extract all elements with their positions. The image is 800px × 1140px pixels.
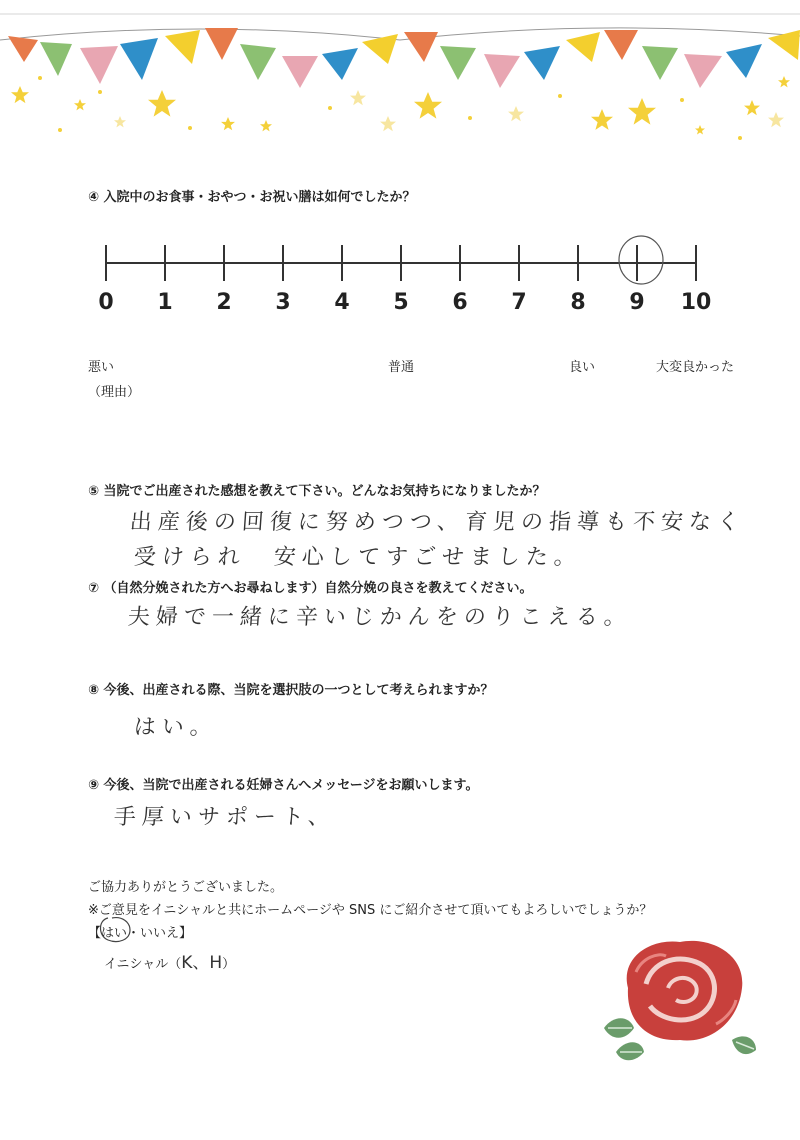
scale-label-good: 良い (569, 360, 596, 375)
scale-number: 4 (334, 290, 350, 315)
scale-label-bad: 悪い (88, 360, 115, 375)
rating-scale (90, 225, 720, 300)
answer-5-line1: 出産後の回復に努めつつ、育児の指導も不安なく (128, 510, 746, 535)
answer-9: 手厚いサポート、 (112, 805, 337, 830)
scale-number: 1 (157, 290, 173, 315)
initials-value: K、H (181, 953, 223, 973)
star-decorations (11, 76, 790, 140)
scale-number: 10 (680, 290, 712, 315)
scale-number: 0 (98, 290, 114, 315)
scale-number: 7 (511, 290, 527, 315)
initials-label: イニシャル（ (104, 957, 182, 972)
selected-circle-mark (619, 236, 663, 284)
question-8: ⑧ 今後、出産される際、当院を選択肢の一つとして考えられますか？ (88, 683, 494, 698)
initials-row (104, 948, 235, 973)
scale-label-normal: 普通 (388, 360, 415, 375)
answer-5-line2: 受けられ 安心してすごせました。 (132, 545, 583, 570)
initials-close: ） (222, 957, 236, 972)
reason-label: （理由） (88, 385, 141, 400)
question-9: ⑨ 今後、当院で出産される妊婦さんへメッセージをお願いします。 (88, 778, 479, 793)
answer-7: 夫婦で一緒に辛いじかんをのりこえる。 (126, 605, 633, 630)
scale-number: 5 (393, 290, 409, 315)
header-bunting-decoration (0, 0, 800, 150)
scale-number: 8 (570, 290, 586, 315)
scale-number: 6 (452, 290, 468, 315)
scale-number: 3 (275, 290, 291, 315)
thanks-text: ご協力ありがとうございました。 (88, 880, 284, 895)
question-7: ⑦ （自然分娩された方へお尋ねします）自然分娩の良さを教えてください。 (88, 581, 533, 596)
scale-number: 9 (629, 290, 645, 315)
question-5: ⑤ 当院でご出産された感想を教えて下さい。どんなお気持ちになりましたか？ (88, 484, 546, 499)
scale-number: 2 (216, 290, 232, 315)
answer-8: はい。 (132, 715, 219, 740)
consent-question: ※ご意見をイニシャルと共にホームページや SNS にご紹介させて頂いてもよろしいでしょうか？ (88, 903, 653, 918)
scale-label-very-good: 大変良かった (656, 360, 735, 375)
yes-circle-mark (96, 912, 136, 946)
consent-options: 【はい・いいえ】 (88, 926, 193, 941)
bunting-flags (8, 28, 800, 88)
question-4: ④ 入院中のお食事・おやつ・お祝い膳は如何でしたか？ (88, 190, 416, 205)
rose-illustration (596, 928, 766, 1068)
